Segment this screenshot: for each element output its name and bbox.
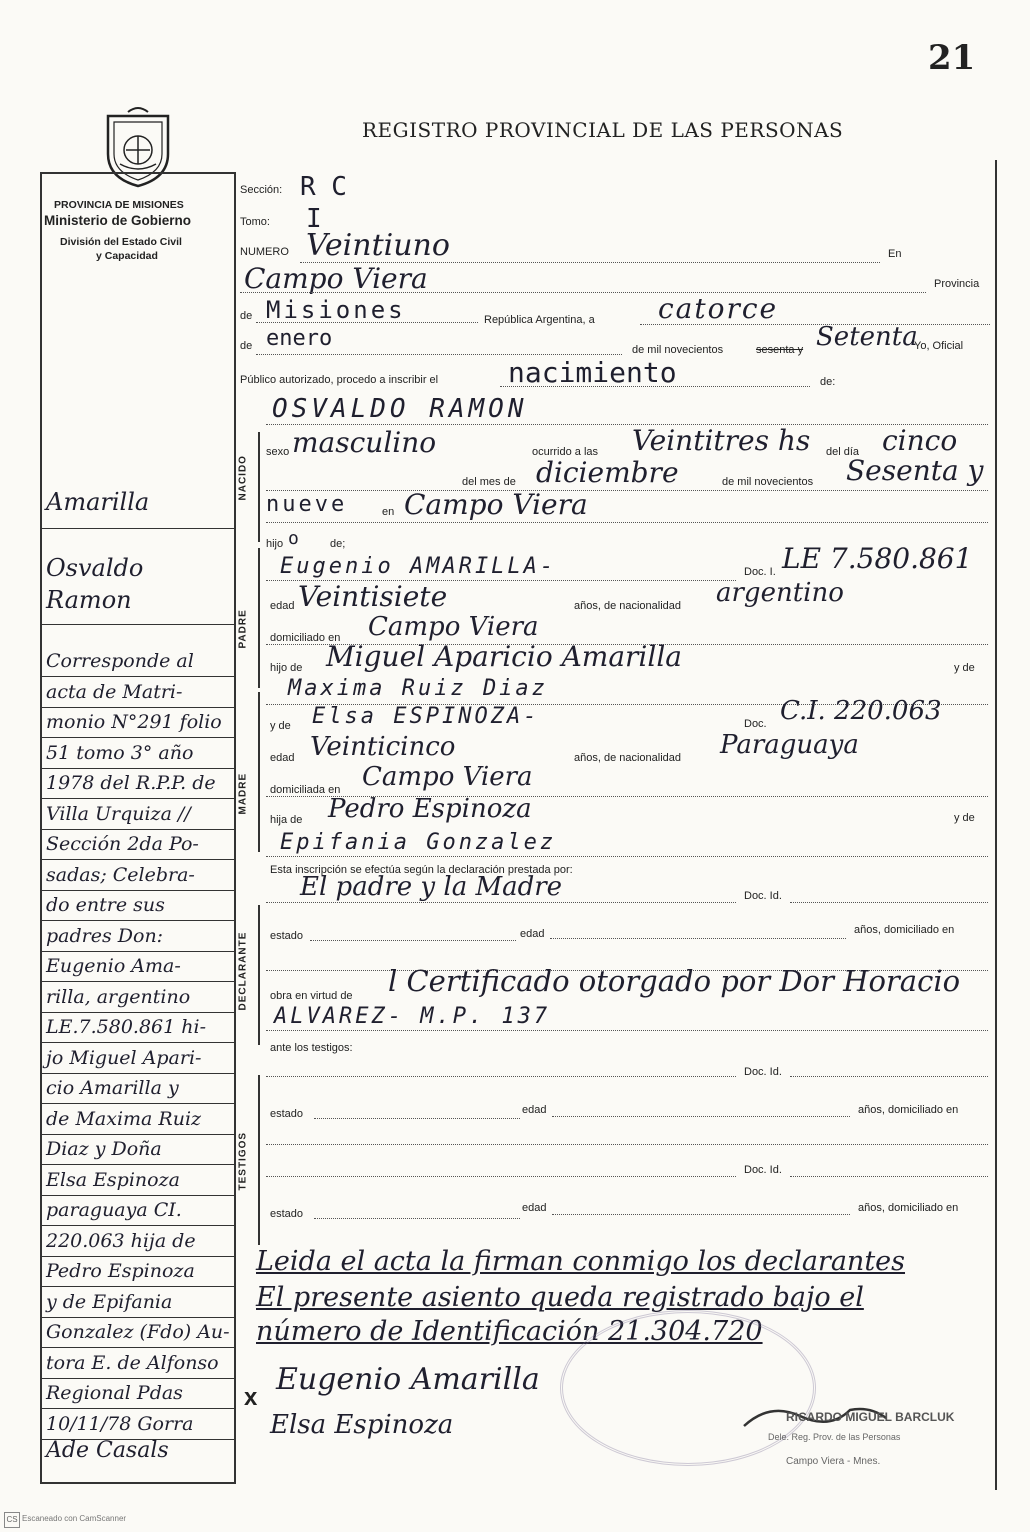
margin-note-rule bbox=[40, 1225, 235, 1226]
document-title: REGISTRO PROVINCIAL DE LAS PERSONAS bbox=[362, 118, 844, 142]
margin-note-line: Villa Urquiza // bbox=[46, 802, 191, 825]
padre-padre-value: Miguel Aparicio Amarilla bbox=[326, 640, 682, 673]
testigo-2-dotline bbox=[266, 1176, 736, 1177]
padre-nacionalidad-value: argentino bbox=[716, 578, 844, 608]
testigo-1-doc-label: Doc. Id. bbox=[744, 1066, 782, 1078]
testigo-1-edad-label: edad bbox=[522, 1104, 547, 1116]
de-semicolon-label: de; bbox=[330, 538, 346, 550]
padre-nacionalidad-label: años, de nacionalidad bbox=[574, 600, 682, 612]
camscanner-text: Escaneado con CamScanner bbox=[22, 1514, 127, 1523]
margin-note-rule bbox=[40, 1347, 235, 1348]
de-colon-label: de: bbox=[820, 376, 836, 388]
madre-domiciliada-label: domiciliada en bbox=[270, 784, 341, 796]
margin-note-rule bbox=[40, 1164, 235, 1165]
margin-note-line: Gonzalez (Fdo) Au- bbox=[46, 1321, 230, 1343]
madre-hija-de-label: hija de bbox=[270, 814, 303, 826]
hijo-label: hijo bbox=[266, 538, 284, 550]
margin-note-line: Diaz y Doña bbox=[46, 1138, 162, 1160]
margin-note-line: Pedro Espinoza bbox=[46, 1260, 195, 1282]
closing-line-3: número de Identificación 21.304.720 bbox=[256, 1316, 763, 1347]
anio-value-2: nueve bbox=[266, 492, 348, 517]
margin-surname: Amarilla bbox=[46, 488, 150, 516]
margin-note-rule bbox=[40, 1317, 235, 1318]
section-madre-label: MADRE bbox=[237, 772, 249, 815]
margin-note-line: sadas; Celebra- bbox=[46, 863, 195, 886]
margin-note-rule bbox=[40, 981, 235, 982]
margin-note-line: jo Miguel Apari- bbox=[46, 1046, 202, 1069]
page-number: 21 bbox=[928, 38, 976, 78]
margin-note-line: Elsa Espinoza bbox=[46, 1168, 180, 1191]
anio-value-1: Sesenta y bbox=[846, 454, 984, 487]
month-dotline bbox=[256, 354, 622, 355]
margin-note-line: 220.063 hija de bbox=[46, 1229, 196, 1252]
margin-note-rule bbox=[40, 1012, 235, 1013]
seccion-value: R C bbox=[300, 172, 347, 202]
nacido-name-dotline bbox=[266, 424, 988, 425]
margin-note-rule bbox=[40, 1134, 235, 1135]
margin-note-rule bbox=[40, 676, 235, 677]
mil-novecientos-label: de mil novecientos bbox=[632, 344, 724, 356]
sexo-value: masculino bbox=[292, 426, 437, 459]
tomo-value: I bbox=[306, 204, 322, 234]
margin-note-line: acta de Matri- bbox=[46, 680, 183, 703]
certificado-dotline bbox=[266, 1030, 988, 1031]
del-dia-label: del día bbox=[826, 446, 860, 458]
testigo-1-anios-label: años, domiciliado en bbox=[858, 1104, 959, 1116]
mes-value: diciembre bbox=[536, 456, 679, 489]
day-dotline bbox=[640, 324, 990, 325]
padre-hijo-de-label: hijo de bbox=[270, 662, 303, 674]
margin-note-line: Eugenio Ama- bbox=[46, 955, 181, 977]
margin-note-line: do entre sus bbox=[46, 894, 165, 916]
province-dotline bbox=[256, 322, 478, 323]
margin-note-line: Sección 2da Po- bbox=[46, 833, 199, 855]
section-testigos-label: TESTIGOS bbox=[237, 1131, 249, 1191]
margin-note-rule bbox=[40, 1286, 235, 1287]
margin-note-rule bbox=[40, 737, 235, 738]
closing-line-2: El presente asiento queda registrado bajo el bbox=[256, 1282, 864, 1313]
margin-note-line: padres Don: bbox=[46, 924, 164, 947]
declarante-doc-label: Doc. Id. bbox=[744, 890, 782, 902]
certificado-value-2: ALVAREZ- M.P. 137 bbox=[274, 1004, 551, 1029]
testigo-1-estado-label: estado bbox=[270, 1108, 304, 1120]
margin-note-rule bbox=[40, 1408, 235, 1409]
stamp-line-2: Dele. Reg. Prov. de las Personas bbox=[768, 1432, 901, 1442]
margin-note-rule bbox=[40, 890, 235, 891]
margin-note-rule bbox=[40, 1195, 235, 1196]
margin-note-rule bbox=[40, 1103, 235, 1104]
seccion-label: Sección: bbox=[240, 184, 283, 196]
testigo-1-estado-dotline bbox=[314, 1118, 520, 1119]
place-value: Campo Viera bbox=[244, 262, 428, 295]
ministry-name: Ministerio de Gobierno bbox=[44, 213, 192, 228]
margin-note-line: LE.7.580.861 hi- bbox=[46, 1016, 206, 1038]
stamp-name: RICARDO MIGUEL BARCLUK bbox=[786, 1410, 955, 1424]
margin-line-2 bbox=[40, 624, 235, 625]
obra-label: obra en virtud de bbox=[270, 990, 353, 1002]
declarante-value: El padre y la Madre bbox=[300, 872, 563, 902]
testigos-divider bbox=[258, 1075, 260, 1245]
testigo-1-dotline bbox=[266, 1076, 736, 1077]
closing-line-1: Leida el acta la firman conmigo los declarantes bbox=[256, 1246, 906, 1277]
margin-note-rule bbox=[40, 1042, 235, 1043]
declarante-estado-label: estado bbox=[270, 930, 304, 942]
inscripcion-label: Esta inscripción se efectúa según la declaración prestada por: bbox=[270, 864, 573, 876]
margin-note-line: paraguaya CI. bbox=[46, 1199, 182, 1221]
testigo-2-doc-dotline bbox=[790, 1176, 988, 1177]
declarante-dotline bbox=[266, 902, 736, 903]
madre-divider bbox=[258, 692, 260, 852]
province-value: Misiones bbox=[266, 296, 406, 324]
testigo-1-doc-dotline bbox=[790, 1076, 988, 1077]
margin-note-rule bbox=[40, 707, 235, 708]
margin-note-rule bbox=[40, 798, 235, 799]
margin-note-rule bbox=[40, 829, 235, 830]
registry-stamp bbox=[560, 1310, 816, 1466]
de-mil-novecientos-label: de mil novecientos bbox=[722, 476, 814, 488]
testigo-2-doc-label: Doc. Id. bbox=[744, 1164, 782, 1176]
padre-domicilio-value: Campo Viera bbox=[368, 612, 539, 642]
madre-doc-value: C.I. 220.063 bbox=[780, 696, 942, 726]
seal-icon bbox=[98, 104, 178, 188]
testigo-2-edad-dotline bbox=[552, 1214, 850, 1215]
madre-edad-label: edad bbox=[270, 752, 295, 764]
margin-note-line: 51 tomo 3° año bbox=[46, 741, 194, 764]
republica-label: República Argentina, a bbox=[484, 314, 595, 326]
madre-madre-value: Epifania Gonzalez bbox=[280, 830, 557, 855]
lugar-dotline bbox=[266, 522, 988, 523]
margin-note-line: cio Amarilla y bbox=[46, 1077, 179, 1099]
province-seal bbox=[98, 104, 178, 188]
hora-value: Veintitres hs bbox=[632, 424, 811, 457]
padre-domiciliado-label: domiciliado en bbox=[270, 632, 341, 644]
margin-line-1 bbox=[40, 528, 235, 529]
section-declarante-label: DECLARANTE bbox=[237, 931, 249, 1011]
oficial-label: Yo, Oficial bbox=[914, 340, 964, 352]
declarante-edad-label: edad bbox=[520, 928, 545, 940]
lugar-value: Campo Viera bbox=[404, 488, 588, 521]
camscanner-logo: CS bbox=[4, 1512, 20, 1528]
numero-value: Veintiuno bbox=[306, 228, 450, 263]
madre-nacionalidad-value: Paraguaya bbox=[720, 730, 859, 760]
en-label: En bbox=[888, 248, 902, 260]
year-value: Setenta bbox=[816, 322, 918, 352]
header-top-line bbox=[40, 172, 236, 174]
margin-note-line: Regional Pdas bbox=[46, 1382, 183, 1404]
margin-note-line: y de Epifania bbox=[46, 1290, 173, 1313]
testigo-2-estado-label: estado bbox=[270, 1208, 304, 1220]
madre-doc-label: Doc. bbox=[744, 718, 767, 730]
mes-dotline bbox=[266, 490, 988, 491]
nacido-divider bbox=[258, 432, 260, 542]
margin-note-rule bbox=[40, 920, 235, 921]
tomo-label: Tomo: bbox=[240, 216, 270, 228]
madre-name-value: Elsa ESPINOZA- bbox=[312, 704, 540, 729]
ocurrido-label: ocurrido a las bbox=[532, 446, 599, 458]
margin-note-rule bbox=[40, 951, 235, 952]
numero-label: NUMERO bbox=[240, 246, 289, 258]
padre-edad-label: edad bbox=[270, 600, 295, 612]
struck-sesenta-label: sesenta y bbox=[756, 344, 804, 356]
margin-note-line: monio N°291 folio bbox=[46, 711, 222, 733]
margin-note-rule bbox=[40, 1073, 235, 1074]
testigo-2-edad-label: edad bbox=[522, 1202, 547, 1214]
margin-note-line: 10/11/78 Gorra bbox=[46, 1412, 194, 1435]
de-label: de bbox=[240, 310, 253, 322]
signature-mother: Elsa Espinoza bbox=[270, 1410, 454, 1440]
hijo-value: o bbox=[288, 528, 299, 549]
margin-note-rule bbox=[40, 1378, 235, 1379]
madre-padre-value: Pedro Espinoza bbox=[328, 794, 532, 824]
margin-note-line: Corresponde al bbox=[46, 650, 194, 672]
testigo-2-estado-dotline bbox=[314, 1218, 520, 1219]
madre-domicilio-value: Campo Viera bbox=[362, 762, 533, 792]
de-label-2: de bbox=[240, 340, 253, 352]
section-padre-label: PADRE bbox=[237, 609, 249, 649]
padre-edad-value: Veintisiete bbox=[298, 580, 448, 613]
margin-note-line: rilla, argentino bbox=[46, 985, 191, 1008]
stamp-line-3: Campo Viera - Mnes. bbox=[786, 1456, 881, 1467]
division-line-2: y Capacidad bbox=[96, 250, 158, 262]
padre-doc-label: Doc. I. bbox=[744, 566, 776, 578]
testigo-1-edad-dotline bbox=[552, 1116, 850, 1117]
padre-madre-value: Maxima Ruiz Diaz bbox=[288, 676, 548, 701]
margin-note-rule bbox=[40, 768, 235, 769]
dia-value: cinco bbox=[882, 424, 958, 457]
publico-label: Público autorizado, procedo a inscribir el bbox=[240, 374, 439, 386]
madre-madre-dotline bbox=[266, 856, 988, 857]
padre-doc-value: LE 7.580.861 bbox=[782, 542, 973, 575]
margin-note-line: de Maxima Ruiz bbox=[46, 1107, 202, 1130]
madre-edad-value: Veinticinco bbox=[310, 732, 456, 762]
padre-y-de-label: y de bbox=[954, 662, 975, 674]
section-nacido-label: NACIDO bbox=[237, 455, 249, 501]
act-type-dotline bbox=[500, 386, 810, 387]
declarante-doc-dotline bbox=[790, 902, 988, 903]
sexo-label: sexo bbox=[266, 446, 290, 458]
testigos-ante-label: ante los testigos: bbox=[270, 1042, 353, 1054]
margin-signature: Ade Casals bbox=[46, 1438, 169, 1463]
signature-father: Eugenio Amarilla bbox=[276, 1362, 540, 1397]
margin-note-line: 1978 del R.P.P. de bbox=[46, 772, 216, 794]
signature-marker: x bbox=[244, 1384, 258, 1411]
margin-note-rule bbox=[40, 859, 235, 860]
margin-first-name-1: Osvaldo bbox=[46, 554, 144, 582]
day-value: catorce bbox=[658, 292, 779, 325]
division-line-1: División del Estado Civil bbox=[60, 236, 182, 248]
testigo-2-anios-label: años, domiciliado en bbox=[858, 1202, 959, 1214]
madre-y-de-label: y de bbox=[270, 720, 291, 732]
del-mes-label: del mes de bbox=[462, 476, 516, 488]
margin-bottom-line bbox=[40, 1482, 236, 1484]
testigo-1-domicilio-dotline bbox=[266, 1144, 988, 1145]
madre-y-de-label-2: y de bbox=[954, 812, 975, 824]
en-label-nacido: en bbox=[382, 506, 395, 518]
margin-first-name-2: Ramon bbox=[46, 586, 132, 614]
declarante-divider bbox=[258, 905, 260, 1045]
province-name: PROVINCIA DE MISIONES bbox=[54, 199, 184, 211]
declarante-anios-label: años, domiciliado en bbox=[854, 924, 955, 936]
month-value: enero bbox=[266, 326, 333, 351]
certificado-value: l Certificado otorgado por Dor Horacio bbox=[388, 964, 961, 998]
act-type-value: nacimiento bbox=[508, 356, 677, 389]
place-dotline bbox=[240, 292, 926, 293]
padre-divider bbox=[258, 548, 260, 688]
margin-note-line: tora E. de Alfonso bbox=[46, 1351, 219, 1374]
declarante-estado-dotline bbox=[310, 940, 516, 941]
nacido-name-value: OSVALDO RAMON bbox=[272, 394, 528, 424]
provincia-label: Provincia bbox=[934, 278, 980, 290]
declarante-edad-dotline bbox=[550, 938, 846, 939]
madre-nacionalidad-label: años, de nacionalidad bbox=[574, 752, 682, 764]
padre-name-value: Eugenio AMARILLA- bbox=[280, 554, 557, 579]
right-frame-line bbox=[995, 160, 997, 1490]
margin-note-rule bbox=[40, 1256, 235, 1257]
